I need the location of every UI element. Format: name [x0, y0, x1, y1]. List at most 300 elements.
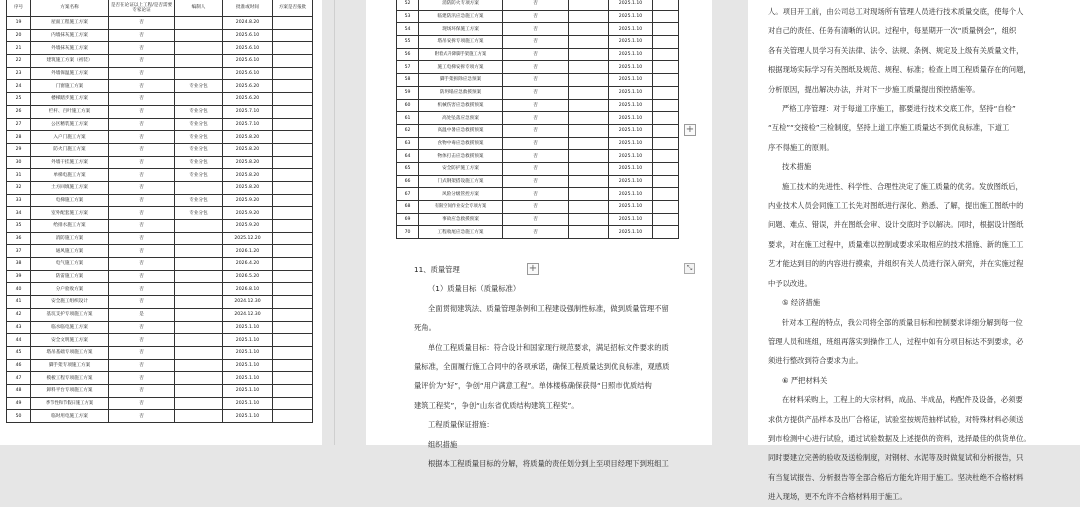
- table-cell[interactable]: [273, 131, 313, 144]
- table-cell[interactable]: 专业分包: [175, 194, 223, 207]
- table-cell[interactable]: 2025.1.10: [609, 226, 653, 239]
- table-cell[interactable]: 专业分包: [175, 169, 223, 182]
- table-cell[interactable]: [175, 334, 223, 347]
- table-cell[interactable]: 2025.1.10: [223, 321, 273, 334]
- table-cell[interactable]: 电梯施工方案: [31, 194, 109, 207]
- table-cell[interactable]: 2025.1.10: [609, 36, 653, 49]
- table-cell[interactable]: 否: [109, 80, 175, 93]
- table-cell[interactable]: [273, 397, 313, 410]
- table-cell[interactable]: [653, 150, 679, 163]
- table-cell[interactable]: 2026.8.10: [223, 283, 273, 296]
- table-cell[interactable]: 安全防护施工方案: [419, 162, 503, 175]
- table-cell[interactable]: [569, 48, 609, 61]
- table-cell[interactable]: 52: [397, 0, 419, 10]
- table-cell[interactable]: 否: [503, 86, 569, 99]
- table-cell[interactable]: 2025.7.10: [223, 105, 273, 118]
- table-cell[interactable]: 否: [109, 334, 175, 347]
- table-cell[interactable]: 27: [7, 118, 31, 131]
- table-cell[interactable]: [653, 86, 679, 99]
- table-cell[interactable]: [273, 334, 313, 347]
- table-cell[interactable]: 否: [109, 55, 175, 68]
- table-cell[interactable]: 25: [7, 93, 31, 106]
- table-cell[interactable]: [273, 194, 313, 207]
- table-cell[interactable]: 外墙抹灰施工方案: [31, 42, 109, 55]
- table-cell[interactable]: 否: [503, 137, 569, 150]
- table-cell[interactable]: [569, 137, 609, 150]
- table-cell[interactable]: [653, 23, 679, 36]
- table-cell[interactable]: [273, 245, 313, 258]
- table-cell[interactable]: [569, 188, 609, 201]
- table-cell[interactable]: [569, 10, 609, 23]
- table-cell[interactable]: 否: [109, 270, 175, 283]
- table-cell[interactable]: 20: [7, 29, 31, 42]
- table-cell[interactable]: 2025.1.10: [223, 410, 273, 423]
- table-cell[interactable]: 否: [503, 74, 569, 87]
- table-cell[interactable]: 消防防火专项方案: [419, 0, 503, 10]
- table-cell[interactable]: 物体打击应急救援预案: [419, 150, 503, 163]
- table-cell[interactable]: [273, 105, 313, 118]
- table-cell[interactable]: 否: [109, 194, 175, 207]
- table-cell[interactable]: 65: [397, 162, 419, 175]
- table-cell[interactable]: [653, 188, 679, 201]
- table-cell[interactable]: 否: [503, 36, 569, 49]
- table-cell[interactable]: 31: [7, 169, 31, 182]
- table-cell[interactable]: 防坍塌应急救援预案: [419, 86, 503, 99]
- table-cell[interactable]: 电气施工方案: [31, 258, 109, 271]
- table-cell[interactable]: 55: [397, 36, 419, 49]
- table-cell[interactable]: 53: [397, 10, 419, 23]
- table-cell[interactable]: 专业分包: [175, 118, 223, 131]
- table-cell[interactable]: 事故应急救援预案: [419, 213, 503, 226]
- table-cell[interactable]: [273, 359, 313, 372]
- table-cell[interactable]: 34: [7, 207, 31, 220]
- table-cell[interactable]: 临时用电施工方案: [31, 410, 109, 423]
- add-row-button[interactable]: +: [528, 263, 538, 274]
- table-cell[interactable]: 2025.1.10: [609, 23, 653, 36]
- table-cell[interactable]: 2025.9.20: [223, 207, 273, 220]
- table-cell[interactable]: 2025.6.10: [223, 29, 273, 42]
- table-cell[interactable]: 2025.7.10: [223, 118, 273, 131]
- table-cell[interactable]: 给排水施工方案: [31, 220, 109, 233]
- table-cell[interactable]: 2025.1.10: [223, 397, 273, 410]
- table-cell[interactable]: 44: [7, 334, 31, 347]
- table-cell[interactable]: 2025.1.10: [223, 346, 273, 359]
- table-cell[interactable]: 47: [7, 372, 31, 385]
- table-cell[interactable]: [273, 346, 313, 359]
- table-cell[interactable]: 卸料平台专项施工方案: [31, 384, 109, 397]
- table-cell[interactable]: [653, 213, 679, 226]
- table-cell[interactable]: 否: [109, 93, 175, 106]
- table-cell[interactable]: 楼梯踏步施工方案: [31, 93, 109, 106]
- table-cell[interactable]: 2025.6.10: [223, 67, 273, 80]
- table-cell[interactable]: 屋面工程施工方案: [31, 17, 109, 30]
- table-cell[interactable]: 66: [397, 175, 419, 188]
- table-cell[interactable]: 45: [7, 346, 31, 359]
- table-cell[interactable]: 专业分包: [175, 131, 223, 144]
- table-cell[interactable]: 是: [109, 308, 175, 321]
- table-cell[interactable]: [653, 36, 679, 49]
- table-cell[interactable]: [175, 308, 223, 321]
- table-cell[interactable]: 59: [397, 86, 419, 99]
- table-cell[interactable]: [175, 17, 223, 30]
- table-cell[interactable]: 否: [109, 384, 175, 397]
- table-cell[interactable]: 季节性和节假日施工方案: [31, 397, 109, 410]
- table-cell[interactable]: [569, 61, 609, 74]
- table-cell[interactable]: 19: [7, 17, 31, 30]
- table-cell[interactable]: 栏杆、百叶施工方案: [31, 105, 109, 118]
- table-cell[interactable]: 40: [7, 283, 31, 296]
- table-cell[interactable]: 否: [503, 0, 569, 10]
- table-cell[interactable]: 70: [397, 226, 419, 239]
- table-cell[interactable]: 分户验收方案: [31, 283, 109, 296]
- table-cell[interactable]: 否: [503, 188, 569, 201]
- table-cell[interactable]: 专业分包: [175, 143, 223, 156]
- table-cell[interactable]: 安全施工组织设计: [31, 296, 109, 309]
- table-cell[interactable]: 2025.1.10: [609, 150, 653, 163]
- table-cell[interactable]: 否: [503, 175, 569, 188]
- table-cell[interactable]: [273, 308, 313, 321]
- table-cell[interactable]: 39: [7, 270, 31, 283]
- table-cell[interactable]: [653, 201, 679, 214]
- table-cell[interactable]: 50: [7, 410, 31, 423]
- table-cell[interactable]: [653, 162, 679, 175]
- table-cell[interactable]: [273, 220, 313, 233]
- table-cell[interactable]: [273, 17, 313, 30]
- table-cell[interactable]: [653, 10, 679, 23]
- table-cell[interactable]: 食物中毒应急救援预案: [419, 137, 503, 150]
- table-cell[interactable]: 风险分级管控方案: [419, 188, 503, 201]
- table-cell[interactable]: 否: [503, 124, 569, 137]
- table-cell[interactable]: 29: [7, 143, 31, 156]
- table-cell[interactable]: 入户门施工方案: [31, 131, 109, 144]
- table-cell[interactable]: 建筑施工方案（初装）: [31, 55, 109, 68]
- table-cell[interactable]: 67: [397, 188, 419, 201]
- table-cell[interactable]: 附着式升降脚手架施工方案: [419, 48, 503, 61]
- table-cell[interactable]: 2025.1.10: [609, 137, 653, 150]
- table-cell[interactable]: 60: [397, 99, 419, 112]
- table-cell[interactable]: [653, 99, 679, 112]
- table-cell[interactable]: 56: [397, 48, 419, 61]
- table-cell[interactable]: 外墙保温施工方案: [31, 67, 109, 80]
- table-cell[interactable]: 否: [503, 162, 569, 175]
- table-cell[interactable]: 26: [7, 105, 31, 118]
- table-resize-handle[interactable]: ⤡: [684, 263, 695, 274]
- table-cell[interactable]: 69: [397, 213, 419, 226]
- table-cell[interactable]: [273, 156, 313, 169]
- table-cell[interactable]: 68: [397, 201, 419, 214]
- table-cell[interactable]: [175, 296, 223, 309]
- table-cell[interactable]: [175, 220, 223, 233]
- table-cell[interactable]: 模板工程专项施工方案: [31, 372, 109, 385]
- table-cell[interactable]: 41: [7, 296, 31, 309]
- table-cell[interactable]: 有限空间作业安全专项方案: [419, 201, 503, 214]
- table-cell[interactable]: 否: [109, 220, 175, 233]
- table-cell[interactable]: [273, 232, 313, 245]
- table-cell[interactable]: [273, 258, 313, 271]
- table-cell[interactable]: [175, 67, 223, 80]
- table-cell[interactable]: 2025.8.20: [223, 143, 273, 156]
- table-cell[interactable]: [273, 270, 313, 283]
- table-cell[interactable]: 2025.6.10: [223, 55, 273, 68]
- table-cell[interactable]: 2025.1.10: [223, 359, 273, 372]
- table-cell[interactable]: 否: [109, 296, 175, 309]
- table-cell[interactable]: [175, 232, 223, 245]
- table-cell[interactable]: 否: [109, 156, 175, 169]
- table-cell[interactable]: [175, 321, 223, 334]
- table-cell[interactable]: 2025.12.20: [223, 232, 273, 245]
- table-cell[interactable]: 2024.12.30: [223, 296, 273, 309]
- table-cell[interactable]: [175, 283, 223, 296]
- table-cell[interactable]: [569, 213, 609, 226]
- table-cell[interactable]: 63: [397, 137, 419, 150]
- table-cell[interactable]: [569, 99, 609, 112]
- table-cell[interactable]: [273, 321, 313, 334]
- table-cell[interactable]: 2025.1.10: [609, 61, 653, 74]
- table-cell[interactable]: 否: [109, 232, 175, 245]
- table-cell[interactable]: [653, 74, 679, 87]
- table-cell[interactable]: 否: [109, 372, 175, 385]
- table-cell[interactable]: 否: [109, 321, 175, 334]
- table-cell[interactable]: 机械伤害应急救援预案: [419, 99, 503, 112]
- table-cell[interactable]: 单梯电施工方案: [31, 169, 109, 182]
- table-cell[interactable]: 脚手架拆除应急预案: [419, 74, 503, 87]
- table-cell[interactable]: 23: [7, 67, 31, 80]
- table-cell[interactable]: 否: [109, 29, 175, 42]
- table-cell[interactable]: 2025.1.10: [609, 201, 653, 214]
- table-cell[interactable]: [569, 162, 609, 175]
- table-cell[interactable]: 2025.1.10: [609, 124, 653, 137]
- table-cell[interactable]: 2026.4.20: [223, 258, 273, 271]
- table-cell[interactable]: 通风施工方案: [31, 245, 109, 258]
- table-cell[interactable]: [273, 93, 313, 106]
- table-cell[interactable]: [569, 124, 609, 137]
- table-cell[interactable]: 58: [397, 74, 419, 87]
- table-cell[interactable]: [273, 143, 313, 156]
- table-cell[interactable]: 2025.8.20: [223, 156, 273, 169]
- table-cell[interactable]: [175, 93, 223, 106]
- table-cell[interactable]: 基坑支护专项施工方案: [31, 308, 109, 321]
- table-cell[interactable]: [175, 258, 223, 271]
- table-cell[interactable]: 否: [109, 359, 175, 372]
- table-cell[interactable]: [175, 384, 223, 397]
- table-cell[interactable]: 否: [503, 213, 569, 226]
- table-cell[interactable]: [653, 137, 679, 150]
- table-cell[interactable]: 工程收尾应急施工方案: [419, 226, 503, 239]
- table-cell[interactable]: 54: [397, 23, 419, 36]
- table-cell[interactable]: [273, 207, 313, 220]
- table-cell[interactable]: 46: [7, 359, 31, 372]
- table-cell[interactable]: 30: [7, 156, 31, 169]
- table-cell[interactable]: [273, 169, 313, 182]
- table-cell[interactable]: 24: [7, 80, 31, 93]
- table-cell[interactable]: [175, 29, 223, 42]
- table-cell[interactable]: [273, 410, 313, 423]
- table-cell[interactable]: 35: [7, 220, 31, 233]
- table-cell[interactable]: 外墙干挂施工方案: [31, 156, 109, 169]
- table-cell[interactable]: [569, 74, 609, 87]
- table-cell[interactable]: 专业分包: [175, 105, 223, 118]
- table-cell[interactable]: 2024.12.30: [223, 308, 273, 321]
- table-cell[interactable]: [175, 55, 223, 68]
- table-cell[interactable]: [569, 112, 609, 125]
- table-cell[interactable]: [273, 181, 313, 194]
- table-cell[interactable]: [175, 270, 223, 283]
- table-cell[interactable]: 否: [109, 169, 175, 182]
- table-cell[interactable]: 门窗施工方案: [31, 80, 109, 93]
- table-cell[interactable]: 内墙抹灰施工方案: [31, 29, 109, 42]
- table-cell[interactable]: 塔吊基础专项施工方案: [31, 346, 109, 359]
- table-cell[interactable]: [273, 29, 313, 42]
- table-cell[interactable]: [273, 296, 313, 309]
- table-cell[interactable]: 否: [109, 105, 175, 118]
- table-cell[interactable]: 42: [7, 308, 31, 321]
- table-cell[interactable]: 否: [109, 42, 175, 55]
- table-cell[interactable]: 38: [7, 258, 31, 271]
- table-cell[interactable]: 塔吊安拆专项施工方案: [419, 36, 503, 49]
- table-cell[interactable]: 2024.8.20: [223, 17, 273, 30]
- table-cell[interactable]: 2025.1.10: [609, 175, 653, 188]
- table-cell[interactable]: 专业分包: [175, 207, 223, 220]
- table-cell[interactable]: 2025.8.20: [223, 169, 273, 182]
- table-cell[interactable]: 否: [109, 17, 175, 30]
- table-cell[interactable]: 否: [503, 99, 569, 112]
- table-cell[interactable]: 2025.6.20: [223, 93, 273, 106]
- table-cell[interactable]: 2025.1.10: [609, 112, 653, 125]
- table-cell[interactable]: 否: [503, 48, 569, 61]
- table-cell[interactable]: 否: [109, 118, 175, 131]
- table-cell[interactable]: 61: [397, 112, 419, 125]
- table-cell[interactable]: [175, 245, 223, 258]
- table-cell[interactable]: [175, 359, 223, 372]
- table-cell[interactable]: [653, 48, 679, 61]
- table-cell[interactable]: 2025.8.20: [223, 181, 273, 194]
- table-cell[interactable]: 2025.8.20: [223, 131, 273, 144]
- table-cell[interactable]: 62: [397, 124, 419, 137]
- table-cell[interactable]: 22: [7, 55, 31, 68]
- table-cell[interactable]: [273, 67, 313, 80]
- table-cell[interactable]: [175, 346, 223, 359]
- table-cell[interactable]: 2025.1.10: [609, 99, 653, 112]
- table-cell[interactable]: [273, 55, 313, 68]
- table-cell[interactable]: 28: [7, 131, 31, 144]
- table-cell[interactable]: 36: [7, 232, 31, 245]
- table-cell[interactable]: 否: [109, 346, 175, 359]
- table-cell[interactable]: 2025.1.10: [223, 334, 273, 347]
- table-cell[interactable]: 门式钢架搭设施工方案: [419, 175, 503, 188]
- table-cell[interactable]: 37: [7, 245, 31, 258]
- table-cell[interactable]: [273, 372, 313, 385]
- table-cell[interactable]: 2025.1.10: [609, 74, 653, 87]
- table-cell[interactable]: 否: [109, 131, 175, 144]
- table-cell[interactable]: 49: [7, 397, 31, 410]
- table-cell[interactable]: 57: [397, 61, 419, 74]
- table-cell[interactable]: [273, 283, 313, 296]
- table-cell[interactable]: [569, 150, 609, 163]
- table-cell[interactable]: [653, 0, 679, 10]
- table-cell[interactable]: 安全文明施工方案: [31, 334, 109, 347]
- table-cell[interactable]: [653, 124, 679, 137]
- table-cell[interactable]: 2025.1.10: [609, 213, 653, 226]
- table-cell[interactable]: [569, 175, 609, 188]
- table-cell[interactable]: [569, 23, 609, 36]
- table-cell[interactable]: [653, 112, 679, 125]
- table-cell[interactable]: 土方回填施工方案: [31, 181, 109, 194]
- table-cell[interactable]: 否: [109, 397, 175, 410]
- table-cell[interactable]: 48: [7, 384, 31, 397]
- table-cell[interactable]: 否: [503, 23, 569, 36]
- table-cell[interactable]: [175, 410, 223, 423]
- table-cell[interactable]: 2025.1.10: [609, 48, 653, 61]
- table-cell[interactable]: 2025.1.10: [609, 162, 653, 175]
- table-cell[interactable]: 32: [7, 181, 31, 194]
- table-cell[interactable]: 室外配套施工方案: [31, 207, 109, 220]
- table-cell[interactable]: 消防施工方案: [31, 232, 109, 245]
- table-cell[interactable]: 否: [109, 258, 175, 271]
- table-cell[interactable]: 否: [109, 283, 175, 296]
- table-cell[interactable]: [653, 175, 679, 188]
- table-cell[interactable]: 2025.6.20: [223, 80, 273, 93]
- table-cell[interactable]: 公区精装施工方案: [31, 118, 109, 131]
- table-cell[interactable]: 施工电梯安拆专项方案: [419, 61, 503, 74]
- table-cell[interactable]: 33: [7, 194, 31, 207]
- table-cell[interactable]: 2026.5.20: [223, 270, 273, 283]
- table-cell[interactable]: 否: [109, 207, 175, 220]
- table-cell[interactable]: 专业分包: [175, 156, 223, 169]
- table-cell[interactable]: [569, 0, 609, 10]
- table-cell[interactable]: 临水临电施工方案: [31, 321, 109, 334]
- table-cell[interactable]: 否: [503, 201, 569, 214]
- table-cell[interactable]: [653, 226, 679, 239]
- table-cell[interactable]: 2025.1.10: [609, 86, 653, 99]
- add-column-button[interactable]: +: [685, 124, 695, 135]
- table-cell[interactable]: 否: [503, 61, 569, 74]
- table-cell[interactable]: [175, 372, 223, 385]
- table-cell[interactable]: 否: [503, 226, 569, 239]
- table-cell[interactable]: 否: [109, 181, 175, 194]
- table-cell[interactable]: 专业分包: [175, 80, 223, 93]
- table-cell[interactable]: 高处坠落应急预案: [419, 112, 503, 125]
- table-cell[interactable]: 否: [109, 143, 175, 156]
- table-cell[interactable]: 2025.6.10: [223, 42, 273, 55]
- table-cell[interactable]: 否: [503, 112, 569, 125]
- table-cell[interactable]: [273, 118, 313, 131]
- table-cell[interactable]: 2025.1.10: [609, 10, 653, 23]
- table-cell[interactable]: 现场环保施工方案: [419, 23, 503, 36]
- table-cell[interactable]: 2025.1.10: [223, 384, 273, 397]
- table-cell[interactable]: [653, 61, 679, 74]
- table-cell[interactable]: 防火门施工方案: [31, 143, 109, 156]
- table-cell[interactable]: 2025.1.10: [609, 0, 653, 10]
- table-cell[interactable]: 43: [7, 321, 31, 334]
- table-cell[interactable]: [175, 397, 223, 410]
- table-cell[interactable]: 临建防汛应急施工方案: [419, 10, 503, 23]
- table-cell[interactable]: [569, 201, 609, 214]
- table-cell[interactable]: [569, 226, 609, 239]
- table-cell[interactable]: [273, 384, 313, 397]
- table-cell[interactable]: [273, 80, 313, 93]
- table-cell[interactable]: [273, 42, 313, 55]
- table-cell[interactable]: 脚手架专项施工方案: [31, 359, 109, 372]
- table-cell[interactable]: 64: [397, 150, 419, 163]
- table-cell[interactable]: 2025.9.20: [223, 194, 273, 207]
- table-cell[interactable]: 2025.1.10: [609, 188, 653, 201]
- table-cell[interactable]: 高温中暑应急救援预案: [419, 124, 503, 137]
- table-cell[interactable]: 21: [7, 42, 31, 55]
- table-cell[interactable]: [175, 181, 223, 194]
- table-cell[interactable]: 否: [109, 245, 175, 258]
- table-cell[interactable]: [175, 42, 223, 55]
- table-cell[interactable]: [569, 86, 609, 99]
